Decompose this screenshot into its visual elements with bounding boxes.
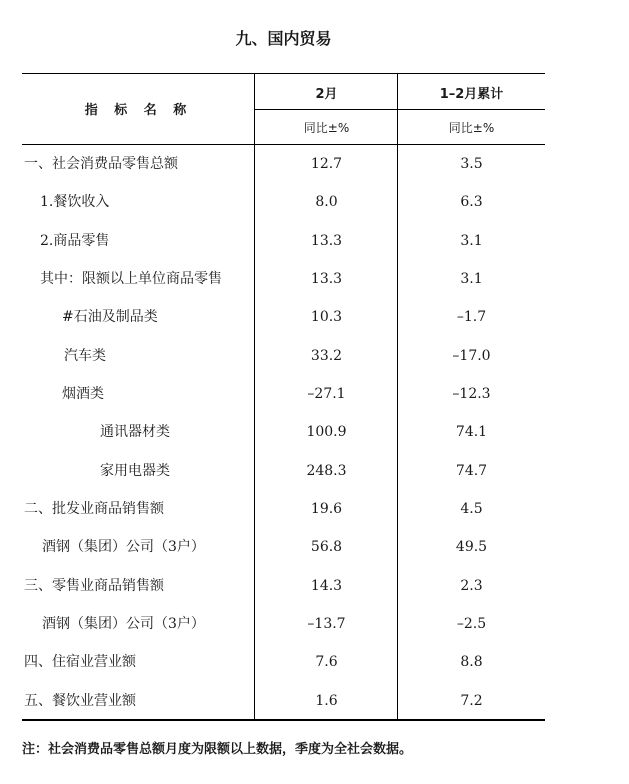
row-value-month: 33.2 — [310, 347, 343, 364]
row-value-month: 7.6 — [315, 654, 338, 671]
row-value-cumulative: 74.7 — [455, 462, 488, 479]
row-label: 烟酒类 — [62, 385, 104, 402]
footnote: 注：社会消费品零售总额月度为限额以上数据，季度为全社会数据。 — [22, 742, 413, 757]
row-value-cumulative: 3.5 — [460, 156, 483, 172]
row-value-cumulative: 6.3 — [460, 194, 483, 211]
table-row — [22, 375, 545, 413]
table-top-rule — [22, 73, 545, 74]
row-value-cumulative: 3.1 — [460, 270, 483, 287]
row-value-month: 8.0 — [315, 194, 338, 211]
row-label: 四、住宿业营业额 — [24, 654, 136, 671]
header-col-cumulative: 1–2月累计 — [439, 87, 504, 102]
row-value-month: 13.3 — [310, 232, 343, 249]
table-row — [22, 605, 545, 643]
table-row — [22, 298, 545, 336]
header-indicator: 指 标 名 称 — [84, 103, 193, 118]
page-title: 九、国内贸易 — [235, 29, 332, 48]
row-label: 通讯器材类 — [100, 424, 170, 441]
row-value-cumulative: 2.3 — [460, 577, 483, 594]
row-value-cumulative: –12.3 — [452, 385, 491, 402]
row-label: #石油及制品类 — [62, 309, 158, 326]
trade-table — [22, 73, 545, 721]
row-value-month: 13.3 — [310, 270, 343, 287]
row-label: 一、社会消费品零售总额 — [24, 156, 178, 172]
row-label: 家用电器类 — [100, 462, 170, 479]
header-mid-rule — [255, 109, 545, 110]
table-row — [22, 260, 545, 298]
row-value-cumulative: 4.5 — [460, 500, 483, 517]
table-row — [22, 528, 545, 566]
row-value-month: 56.8 — [310, 539, 343, 556]
row-value-cumulative: –2.5 — [456, 615, 487, 632]
header-sub-month: 同比±% — [303, 121, 350, 135]
table-row — [22, 452, 545, 490]
row-label: 其中：限额以上单位商品零售 — [40, 270, 222, 287]
row-value-month: 248.3 — [306, 462, 347, 479]
row-value-month: –27.1 — [307, 385, 346, 402]
row-label: 三、零售业商品销售额 — [24, 577, 164, 594]
table-row — [22, 145, 545, 183]
row-value-cumulative: 74.1 — [455, 424, 488, 441]
row-value-cumulative: 8.8 — [460, 654, 483, 671]
row-value-month: 1.6 — [315, 692, 338, 709]
row-label: 二、批发业商品销售额 — [24, 500, 164, 517]
table-row — [22, 682, 545, 720]
row-label: 汽车类 — [64, 347, 106, 364]
row-value-cumulative: –1.7 — [456, 309, 487, 326]
table-row — [22, 183, 545, 221]
row-label: 酒钢（集团）公司（3户） — [42, 539, 205, 556]
row-value-cumulative: 49.5 — [455, 539, 488, 556]
row-label: 2.商品零售 — [40, 232, 110, 249]
header-col-month: 2月 — [315, 87, 338, 102]
row-value-month: 19.6 — [310, 500, 343, 517]
row-value-month: 10.3 — [310, 309, 343, 326]
table-row — [22, 643, 545, 681]
table-row — [22, 567, 545, 605]
row-label: 五、餐饮业营业额 — [24, 692, 136, 709]
row-label: 酒钢（集团）公司（3户） — [42, 615, 205, 632]
table-row — [22, 222, 545, 260]
row-value-cumulative: 7.2 — [460, 692, 483, 709]
row-value-month: –13.7 — [307, 615, 346, 632]
row-label: 1.餐饮收入 — [40, 194, 110, 211]
row-value-month: 100.9 — [306, 424, 347, 441]
table-row — [22, 490, 545, 528]
header-sub-cumulative: 同比±% — [448, 121, 495, 135]
table-row — [22, 413, 545, 451]
row-value-month: 14.3 — [310, 577, 343, 594]
table-row — [22, 337, 545, 375]
row-value-month: 12.7 — [310, 156, 343, 172]
row-value-cumulative: 3.1 — [460, 232, 483, 249]
row-value-cumulative: –17.0 — [452, 347, 491, 364]
